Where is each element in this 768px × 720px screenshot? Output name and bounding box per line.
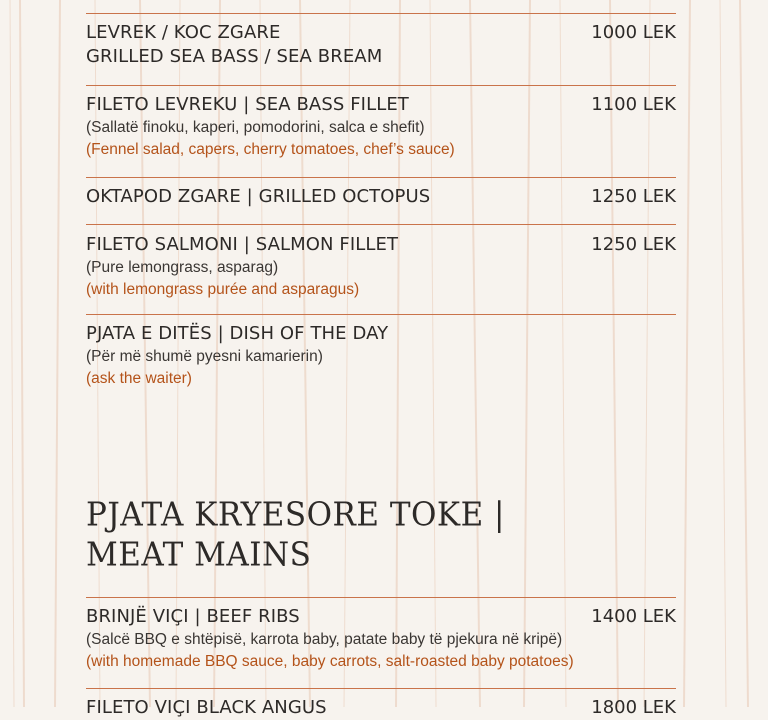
divider	[86, 314, 676, 315]
item-title: LEVREK / KOC ZGARE	[86, 22, 281, 43]
item-description-albanian: (Salcë BBQ e shtëpisë, karrota baby, patate baby të pjekura në kripë)	[86, 631, 563, 648]
section-title: PJATA KRYESORE TOKE |	[86, 496, 505, 534]
item-price: 1400 LEK	[591, 606, 676, 627]
item-title: FILETO SALMONI | SALMON FILLET	[86, 234, 399, 255]
item-description-english: (ask the waiter)	[86, 370, 192, 387]
divider	[86, 177, 676, 178]
item-title: FILETO LEVREKU | SEA BASS FILLET	[86, 94, 409, 115]
item-price: 1100 LEK	[591, 94, 676, 115]
item-title: OKTAPOD ZGARE | GRILLED OCTOPUS	[86, 186, 431, 207]
item-description-english: (with lemongrass purée and asparagus)	[86, 281, 360, 298]
item-description-english: (Fennel salad, capers, cherry tomatoes, chef’s sauce)	[86, 141, 455, 158]
divider	[86, 85, 676, 86]
divider	[86, 13, 676, 14]
item-title-line2: GRILLED SEA BASS / SEA BREAM	[86, 46, 383, 67]
item-title: BRINJË VIÇI | BEEF RIBS	[86, 606, 300, 627]
item-description-english: (with homemade BBQ sauce, baby carrots, salt-roasted baby potatoes)	[86, 653, 574, 670]
divider	[86, 224, 676, 225]
item-description-albanian: (Pure lemongrass, asparag)	[86, 259, 279, 276]
item-title: PJATA E DITËS | DISH OF THE DAY	[86, 323, 389, 344]
divider	[86, 688, 676, 689]
item-description-albanian: (Për më shumë pyesni kamarierin)	[86, 348, 323, 365]
item-price: 1250 LEK	[591, 234, 676, 255]
item-price: 1000 LEK	[591, 22, 676, 43]
section-title-line2: MEAT MAINS	[86, 536, 312, 574]
item-price: 1250 LEK	[591, 186, 676, 207]
item-price: 1800 LEK	[591, 697, 676, 718]
divider	[86, 597, 676, 598]
item-description-albanian: (Sallatë finoku, kaperi, pomodorini, salca e shefit)	[86, 119, 425, 136]
item-title: FILETO VIÇI BLACK ANGUS	[86, 697, 327, 718]
